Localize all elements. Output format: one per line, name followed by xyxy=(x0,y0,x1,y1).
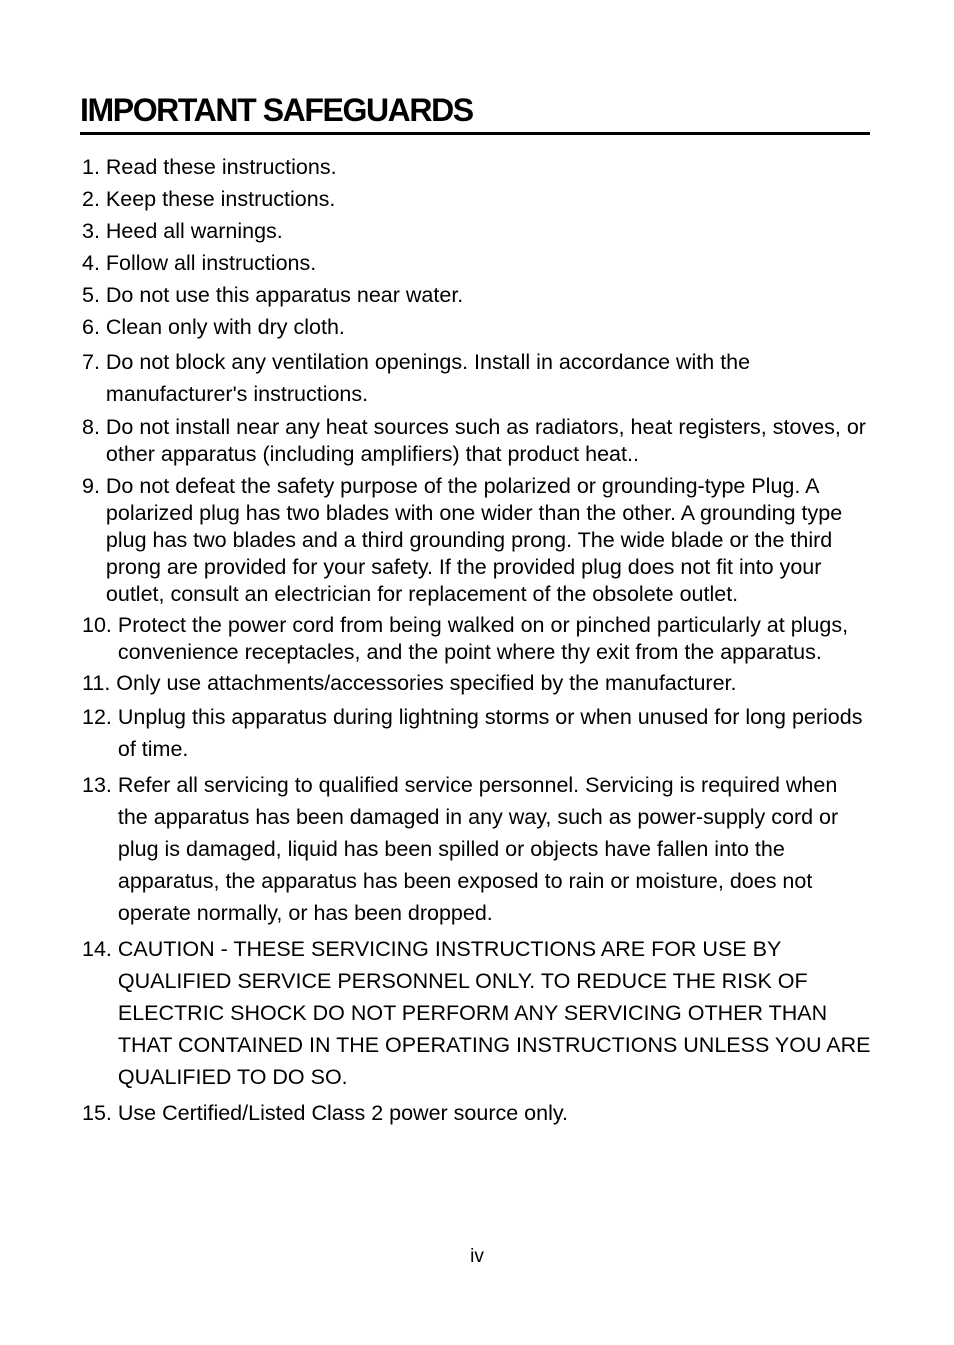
item-text: Unplug this apparatus during lightning storms or when unused for long periods of time. xyxy=(117,705,863,761)
page-title: IMPORTANT SAFEGUARDS xyxy=(80,88,870,135)
item-number: 1. xyxy=(82,155,106,179)
page-number: iv xyxy=(470,1246,484,1267)
item-number: 10. xyxy=(82,613,118,637)
list-item xyxy=(82,473,872,608)
item-number: 9. xyxy=(82,474,106,498)
item-number: 3. xyxy=(82,219,106,243)
item-number: 14. xyxy=(82,937,118,961)
list-item xyxy=(82,769,872,929)
list-item xyxy=(82,1097,872,1129)
list-item xyxy=(82,218,872,245)
item-text: Do not use this apparatus near water. xyxy=(105,283,464,307)
list-item xyxy=(82,612,872,666)
item-number: 5. xyxy=(82,283,106,307)
item-text: Only use attachments/accessories specified by the manufacturer. xyxy=(116,671,737,695)
item-text: Read these instructions. xyxy=(105,155,337,179)
item-number: 13. xyxy=(82,773,118,797)
list-item xyxy=(82,250,872,277)
item-number: 15. xyxy=(82,1101,118,1125)
list-item xyxy=(82,414,872,468)
list-item xyxy=(82,346,872,410)
list-item xyxy=(82,314,872,341)
item-text: Do not block any ventilation openings. Install in accordance with the manufacturer's instructions. xyxy=(105,350,751,406)
list-item xyxy=(82,701,872,765)
list-item xyxy=(82,933,872,1093)
list-item xyxy=(82,186,872,213)
list-item xyxy=(82,282,872,309)
list-item xyxy=(82,670,872,697)
item-text: Heed all warnings. xyxy=(105,219,283,243)
item-number: 11. xyxy=(82,671,117,695)
safeguards-list xyxy=(82,154,872,1134)
item-text: Clean only with dry cloth. xyxy=(105,315,345,339)
item-text: Do not install near any heat sources such as radiators, heat registers, stoves, or other apparatus (including amplifiers) that product heat.. xyxy=(105,415,866,466)
item-text: CAUTION - THESE SERVICING INSTRUCTIONS ARE FOR USE BY QUALIFIED SERVICE PERSONNEL ONLY. TO REDUCE THE RISK OF ELECTRIC SHOCK DO NOT PERFORM ANY SERVICING OTHER THAN THAT CONTAINED IN THE OPERATING INSTRUCTIONS UNLESS YOU ARE QUALIFIED TO DO SO. xyxy=(117,937,871,1089)
item-number: 2. xyxy=(82,187,106,211)
list-item xyxy=(82,154,872,181)
item-number: 6. xyxy=(82,315,106,339)
item-number: 7. xyxy=(82,350,106,374)
item-text: Do not defeat the safety purpose of the polarized or grounding-type Plug. A polarized plug has two blades with one wider than the other. A grounding type plug has two blades and a third grounding prong. The wide blade or the third prong are provided for your safety. If the provided plug does not fit into your outlet, consult an electrician for replacement of the obsolete outlet. xyxy=(105,474,843,606)
item-text: Follow all instructions. xyxy=(105,251,317,275)
item-text: Refer all servicing to qualified service personnel. Servicing is required when the apparatus has been damaged in any way, such as power-supply cord or plug is damaged, liquid has been spilled or objects have fallen into the apparatus, the apparatus has been exposed to rain or moisture, does not operate normally, or has been dropped. xyxy=(117,773,839,925)
item-number: 12. xyxy=(82,705,118,729)
item-text: Keep these instructions. xyxy=(105,187,336,211)
item-number: 8. xyxy=(82,415,106,439)
item-text: Protect the power cord from being walked on or pinched particularly at plugs, convenience receptacles, and the point where thy exit from the apparatus. xyxy=(117,613,849,664)
item-text: Use Certified/Listed Class 2 power source only. xyxy=(117,1101,568,1125)
item-number: 4. xyxy=(82,251,106,275)
